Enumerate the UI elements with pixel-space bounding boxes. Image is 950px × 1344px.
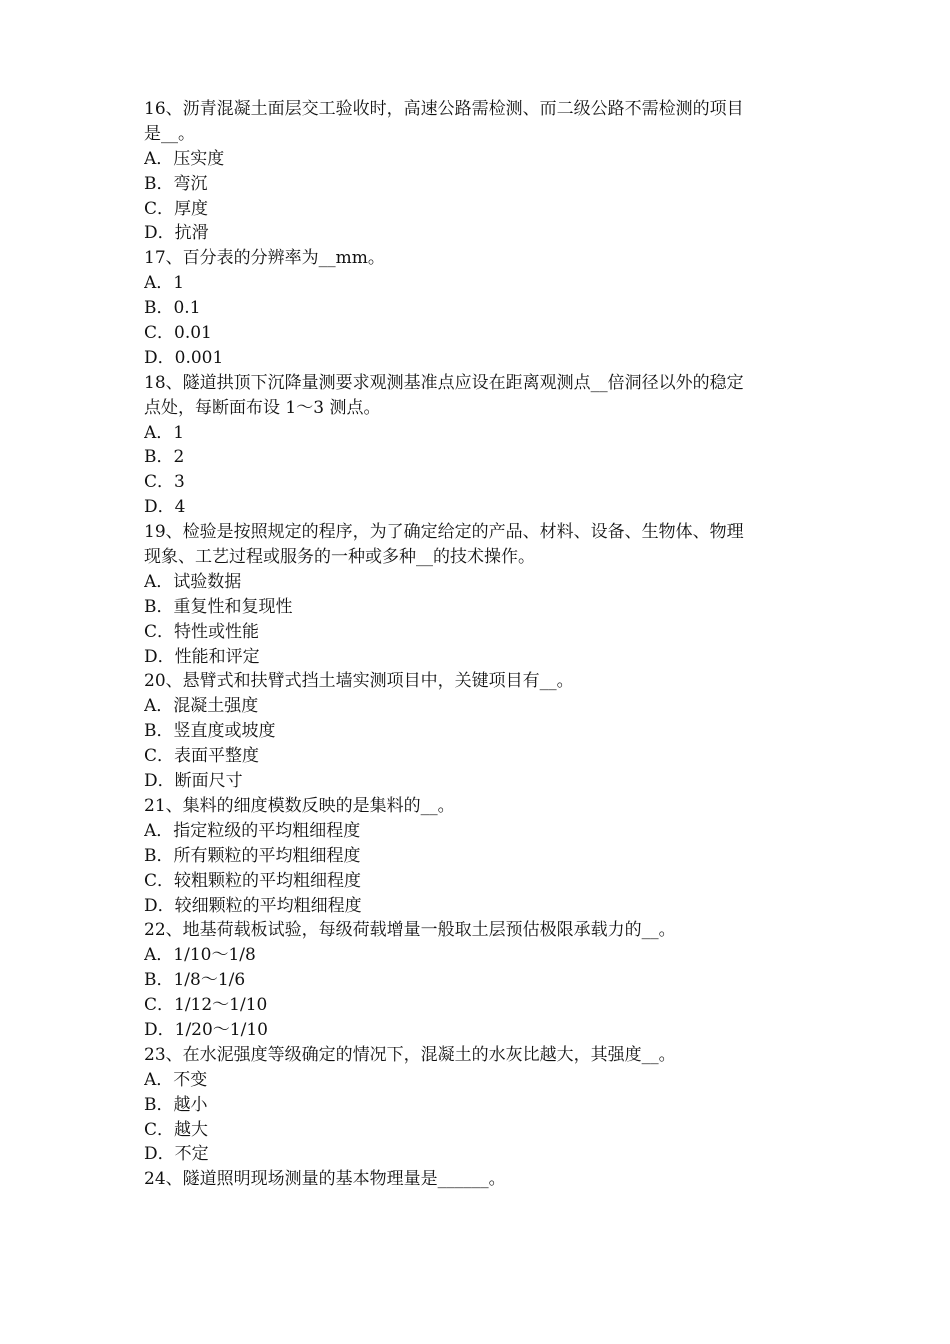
question-list xyxy=(144,97,820,1192)
question-stem-line: 是__。 xyxy=(144,123,195,144)
question-stem-line: 23、在水泥强度等级确定的情况下，混凝土的水灰比越大，其强度__。 xyxy=(144,1044,676,1065)
answer-option: C．较粗颗粒的平均粗细程度 xyxy=(144,870,362,891)
answer-option: C．表面平整度 xyxy=(144,746,260,767)
question-stem-line: 18、隧道拱顶下沉降量测要求观测基准点应设在距离观测点__倍洞径以外的稳定 xyxy=(144,372,744,393)
question-block xyxy=(144,669,820,793)
answer-option: D．性能和评定 xyxy=(144,646,260,667)
answer-option: A．1 xyxy=(144,422,185,443)
question-stem-line: 现象、工艺过程或服务的一种或多种__的技术操作。 xyxy=(144,547,535,568)
answer-option: B．弯沉 xyxy=(144,173,208,194)
answer-option: C．特性或性能 xyxy=(144,621,260,642)
answer-option: C．0.01 xyxy=(144,323,212,344)
answer-option: D．0.001 xyxy=(144,347,224,368)
question-block xyxy=(144,1043,820,1167)
answer-option: D．抗滑 xyxy=(144,223,209,244)
question-block xyxy=(144,918,820,1042)
answer-option: B．竖直度或坡度 xyxy=(144,721,276,742)
answer-option: B．所有颗粒的平均粗细程度 xyxy=(144,845,361,866)
answer-option: C．1/12～1/10 xyxy=(144,995,268,1016)
answer-option: B．1/8～1/6 xyxy=(144,970,246,991)
answer-option: D．较细颗粒的平均粗细程度 xyxy=(144,895,362,916)
question-block xyxy=(144,1167,820,1192)
answer-option: B．重复性和复现性 xyxy=(144,596,293,617)
question-block xyxy=(144,246,820,370)
question-block xyxy=(144,520,820,669)
answer-option: B．越小 xyxy=(144,1094,208,1115)
question-block xyxy=(144,371,820,520)
question-stem-line: 17、百分表的分辨率为__mm。 xyxy=(144,248,385,269)
answer-option: C．3 xyxy=(144,472,185,493)
answer-option: A．1 xyxy=(144,273,185,294)
answer-option: D．4 xyxy=(144,497,186,518)
question-block xyxy=(144,97,820,246)
question-stem-line: 24、隧道照明现场测量的基本物理量是______。 xyxy=(144,1169,506,1190)
answer-option: B．2 xyxy=(144,447,185,468)
answer-option: A．试验数据 xyxy=(144,571,242,592)
question-block xyxy=(144,794,820,918)
question-stem-line: 21、集料的细度模数反映的是集料的__。 xyxy=(144,795,455,816)
answer-option: D．不定 xyxy=(144,1144,209,1165)
answer-option: D．断面尺寸 xyxy=(144,771,243,792)
answer-option: A．指定粒级的平均粗细程度 xyxy=(144,820,361,841)
answer-option: C．厚度 xyxy=(144,198,209,219)
question-stem-line: 点处，每断面布设 1～3 测点。 xyxy=(144,397,381,418)
question-stem-line: 19、检验是按照规定的程序，为了确定给定的产品、材料、设备、生物体、物理 xyxy=(144,522,744,543)
answer-option: C．越大 xyxy=(144,1119,209,1140)
question-stem-line: 22、地基荷载板试验，每级荷载增量一般取土层预估极限承载力的__。 xyxy=(144,920,676,941)
answer-option: A．不变 xyxy=(144,1069,208,1090)
answer-option: B．0.1 xyxy=(144,298,201,319)
question-stem-line: 20、悬臂式和扶臂式挡土墙实测项目中，关键项目有__。 xyxy=(144,671,574,692)
answer-option: A．混凝土强度 xyxy=(144,696,259,717)
question-stem-line: 16、沥青混凝土面层交工验收时，高速公路需检测、而二级公路不需检测的项目 xyxy=(144,99,744,119)
answer-option: A．压实度 xyxy=(144,148,225,169)
answer-option: D．1/20～1/10 xyxy=(144,1019,268,1040)
answer-option: A．1/10～1/8 xyxy=(144,945,256,966)
